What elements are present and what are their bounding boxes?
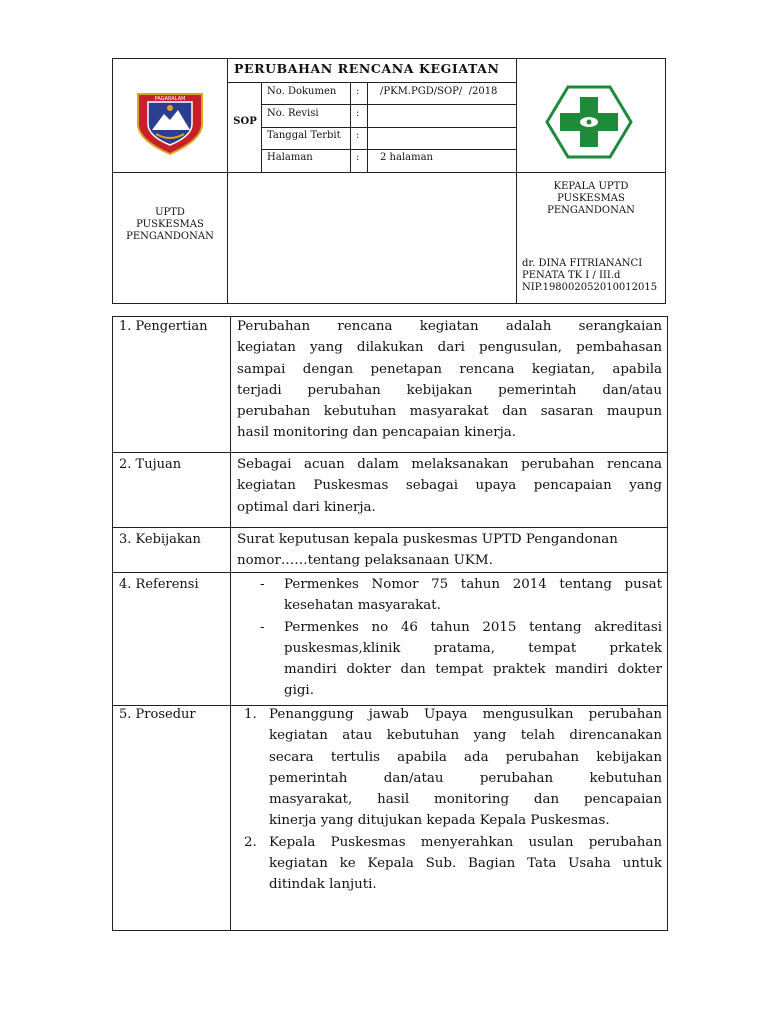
list-item xyxy=(237,574,662,617)
text-line: Penanggung jawab Upaya mengusulkan perubahan xyxy=(269,707,662,722)
signer-title-line: PENGANDONAN xyxy=(547,205,635,216)
row-value-no-dokumen: /PKM.PGD/SOP/ /2018 xyxy=(380,86,498,97)
section-label-pengertian: 1. Pengertian xyxy=(119,319,208,334)
number-marker: 2. xyxy=(244,834,257,850)
row-colon: : xyxy=(356,130,360,141)
content-table xyxy=(112,316,668,931)
text-line: hasil monitoring dan pencapaian kinerja. xyxy=(237,425,517,441)
text-line: kesehatan masyarakat. xyxy=(284,598,441,614)
text-line: secara tertulis apabila ada perubahan kebijakan xyxy=(269,749,662,765)
section-label-prosedur: 5. Prosedur xyxy=(119,707,196,722)
text-line: Permenkes Nomor 75 tahun 2014 tentang pusat xyxy=(284,577,662,592)
text-line: Perubahan rencana kegiatan adalah serangkaian xyxy=(237,319,662,334)
list-item xyxy=(237,704,662,832)
text-line: gigi. xyxy=(284,683,314,699)
section-body-tujuan xyxy=(237,454,662,518)
text-line: perubahan kebutuhan masyarakat dan sasaran maupun xyxy=(237,404,662,420)
signer-name: dr. DINA FITRIANANCI xyxy=(522,258,643,269)
section-body-prosedur xyxy=(237,704,662,896)
text-line: terjadi perubahan kebijakan pemerintah dan/atau xyxy=(237,382,662,398)
text-line: masyarakat, hasil monitoring dan pencapaian xyxy=(269,792,662,808)
health-cross-icon xyxy=(544,84,634,160)
dash-marker: - xyxy=(260,619,265,635)
org-name xyxy=(114,207,226,243)
row-label-halaman: Halaman xyxy=(267,152,313,163)
text-line: Sebagai acuan dalam melaksanakan perubahan rencana xyxy=(237,457,662,472)
signer-title xyxy=(518,181,664,217)
signer-nip: NIP.198002052010012015 xyxy=(522,282,658,293)
org-line: PUSKESMAS xyxy=(136,219,204,230)
pagaralam-logo xyxy=(134,90,206,156)
sop-label: SOP xyxy=(233,116,257,127)
section-body-pengertian xyxy=(237,316,662,444)
list-item xyxy=(237,832,662,896)
text-line: kegiatan ke Kepala Sub. Bagian Tata Usaha untuk xyxy=(269,856,662,872)
text-line: kegiatan Puskesmas sebagai upaya pencapaian yang xyxy=(237,478,662,494)
text-line: sampai dengan penetapan rencana kegiatan, apabila xyxy=(237,361,662,377)
number-marker: 1. xyxy=(244,707,257,722)
text-line: Surat keputusan kepala puskesmas UPTD Pengandonan xyxy=(237,532,618,547)
logo-text: PAGARALAM xyxy=(154,96,186,102)
row-colon: : xyxy=(356,152,360,163)
org-line: PENGANDONAN xyxy=(126,231,214,242)
row-colon: : xyxy=(356,108,360,119)
text-line: ditindak lanjuti. xyxy=(269,877,377,893)
dash-marker: - xyxy=(260,577,265,592)
section-label-tujuan: 2. Tujuan xyxy=(119,457,182,472)
row-value-halaman: 2 halaman xyxy=(380,152,433,163)
text-line: kegiatan atau kebutuhan yang telah direncanakan xyxy=(269,728,662,744)
text-line: kegiatan yang dilakukan dari pengusulan, pembahasan xyxy=(237,340,662,356)
row-label-no-revisi: No. Revisi xyxy=(267,108,319,119)
text-line: Permenkes no 46 tahun 2015 tentang akreditasi xyxy=(284,619,662,635)
document-title: PERUBAHAN RENCANA KEGIATAN xyxy=(234,61,500,76)
text-line: nomor……tentang pelaksanaan UKM. xyxy=(237,553,493,569)
row-colon: : xyxy=(356,86,360,97)
puskesmas-logo xyxy=(544,84,634,160)
text-line: mandiri dokter dan tempat praktek mandiri dokter xyxy=(284,662,662,678)
text-line: optimal dari kinerja. xyxy=(237,499,376,515)
section-body-referensi xyxy=(237,574,662,702)
section-body-kebijakan xyxy=(237,529,662,572)
text-line: puskesmas,klinik pratama, tempat prkatek xyxy=(284,640,662,656)
signer-title-line: KEPALA UPTD xyxy=(553,181,629,192)
signer-title-line: PUSKESMAS xyxy=(557,193,625,204)
text-line: pemerintah dan/atau perubahan kebutuhan xyxy=(269,770,662,786)
header-table xyxy=(112,58,666,304)
text-line: Kepala Puskesmas menyerahkan usulan perubahan xyxy=(269,834,662,850)
row-label-no-dokumen: No. Dokumen xyxy=(267,86,337,97)
list-item xyxy=(237,617,662,702)
section-label-kebijakan: 3. Kebijakan xyxy=(119,532,201,547)
signer-rank: PENATA TK I / III.d xyxy=(522,270,621,281)
signer-identity xyxy=(522,258,664,294)
section-label-referensi: 4. Referensi xyxy=(119,577,199,592)
row-label-tanggal-terbit: Tanggal Terbit xyxy=(267,130,341,141)
org-line: UPTD xyxy=(155,207,185,218)
pagaralam-emblem-icon xyxy=(134,90,206,156)
text-line: kinerja yang ditujukan kepada Kepala Puskesmas. xyxy=(269,813,610,829)
